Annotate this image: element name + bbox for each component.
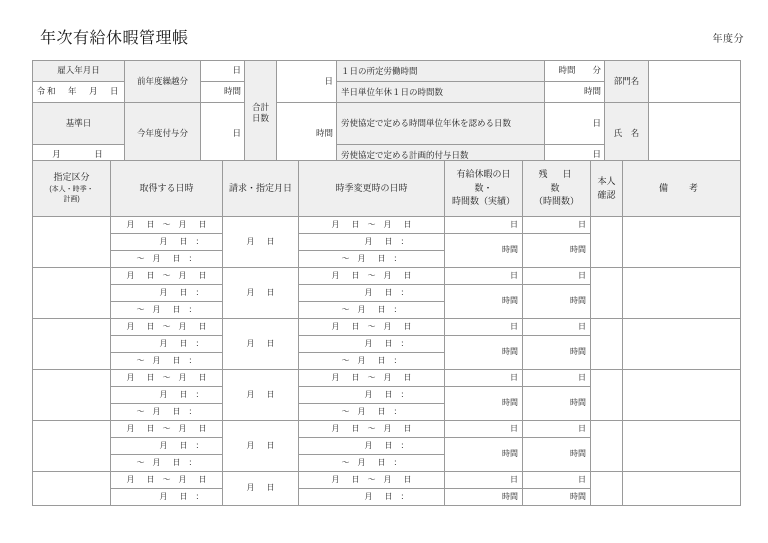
base-date-label: 基準日 xyxy=(33,103,125,145)
cell-acquire-range[interactable]: 月 日 ～ 月 日 xyxy=(111,472,223,489)
info-detail-unit-1[interactable]: 時間 xyxy=(545,82,605,103)
cell-remaining-days[interactable]: 日 xyxy=(523,268,591,285)
info-row-1 xyxy=(33,61,741,82)
cell-acquire-end[interactable]: ～ 月 日 ： xyxy=(111,251,223,268)
cell-used-days[interactable]: 日 xyxy=(445,217,523,234)
cell-remaining-days[interactable]: 日 xyxy=(523,370,591,387)
cell-acquire-start[interactable]: 月 日 ： xyxy=(111,285,223,302)
page-title: 年次有給休暇管理帳 xyxy=(40,30,189,47)
cell-confirm[interactable] xyxy=(591,217,623,268)
leave-record-table xyxy=(32,160,741,506)
cell-category[interactable] xyxy=(33,319,111,370)
cell-change-end[interactable]: ～ 月 日 ： xyxy=(299,404,445,421)
cell-request-date[interactable]: 月 日 xyxy=(223,268,299,319)
cell-acquire-range[interactable]: 月 日 ～ 月 日 xyxy=(111,319,223,336)
cell-acquire-range[interactable]: 月 日 ～ 月 日 xyxy=(111,421,223,438)
cell-request-date[interactable]: 月 日 xyxy=(223,217,299,268)
name-value[interactable] xyxy=(649,103,741,166)
cell-used-days[interactable]: 日 xyxy=(445,421,523,438)
total-days-unit[interactable]: 日 xyxy=(277,61,337,103)
category-header-line2: (本人・時季・ xyxy=(49,185,94,193)
info-detail-label-1: 半日単位年休１日の時間数 xyxy=(337,82,545,103)
cell-change-range[interactable]: 月 日 ～ 月 日 xyxy=(299,217,445,234)
col-header-confirm xyxy=(591,161,623,217)
cell-remaining-days[interactable]: 日 xyxy=(523,472,591,489)
total-label-line1: 合計 xyxy=(251,101,269,112)
confirm-header-line2: 確認 xyxy=(597,189,616,200)
cell-remaining-hours[interactable]: 時間 xyxy=(523,387,591,421)
base-date-value[interactable]: 月 日 xyxy=(33,145,125,166)
total-label xyxy=(245,61,277,166)
cell-used-days[interactable]: 日 xyxy=(445,268,523,285)
granted-days-unit[interactable]: 日 xyxy=(201,103,245,166)
carryover-hours-unit[interactable]: 時間 xyxy=(201,82,245,103)
cell-acquire-start[interactable]: 月 日 ： xyxy=(111,234,223,251)
cell-acquire-end[interactable]: ～ 月 日 ： xyxy=(111,404,223,421)
cell-confirm[interactable] xyxy=(591,421,623,472)
cell-acquire-start[interactable]: 月 日 ： xyxy=(111,387,223,404)
cell-change-end[interactable]: ～ 月 日 ： xyxy=(299,302,445,319)
remaining-header-line1: 残 日 数 xyxy=(538,169,587,193)
cell-acquire-range[interactable]: 月 日 ～ 月 日 xyxy=(111,268,223,285)
col-header-request-date: 請求・指定月日 xyxy=(223,161,299,217)
record-row xyxy=(33,472,741,489)
cell-acquire-start[interactable]: 月 日 ： xyxy=(111,336,223,353)
info-detail-unit-0[interactable]: 時間 分 xyxy=(545,61,605,82)
cell-confirm[interactable] xyxy=(591,370,623,421)
cell-used-hours[interactable]: 時間 xyxy=(445,489,523,506)
info-detail-label-3: 労使協定で定める計画的付与日数 xyxy=(337,145,545,166)
hire-date-value[interactable]: 令和 年 月 日 xyxy=(33,82,125,103)
total-label-line2: 日数 xyxy=(251,113,269,123)
cell-acquire-start[interactable]: 月 日 ： xyxy=(111,438,223,455)
cell-remarks[interactable] xyxy=(623,268,741,319)
cell-remarks[interactable] xyxy=(623,217,741,268)
col-header-category xyxy=(33,161,111,217)
cell-used-hours[interactable]: 時間 xyxy=(445,336,523,370)
cell-change-start[interactable]: 月 日 ： xyxy=(299,438,445,455)
cell-acquire-start[interactable]: 月 日 ： xyxy=(111,489,223,506)
category-header-line1: 指定区分 xyxy=(53,172,90,183)
cell-change-start[interactable]: 月 日 ： xyxy=(299,489,445,506)
cell-acquire-range[interactable]: 月 日 ～ 月 日 xyxy=(111,217,223,234)
info-detail-label-0: １日の所定労働時間 xyxy=(337,61,545,82)
info-detail-label-2: 労使協定で定める時間単位年休を認める日数 xyxy=(337,103,545,145)
cell-change-range[interactable]: 月 日 ～ 月 日 xyxy=(299,421,445,438)
department-label: 部門名 xyxy=(605,61,649,103)
title-row xyxy=(0,28,768,54)
cell-used-hours[interactable]: 時間 xyxy=(445,387,523,421)
cell-change-range[interactable]: 月 日 ～ 月 日 xyxy=(299,319,445,336)
info-detail-unit-2[interactable]: 日 xyxy=(545,103,605,145)
cell-acquire-end[interactable]: ～ 月 日 ： xyxy=(111,353,223,370)
cell-confirm[interactable] xyxy=(591,319,623,370)
cell-change-end[interactable]: ～ 月 日 ： xyxy=(299,455,445,472)
cell-acquire-end[interactable]: ～ 月 日 ： xyxy=(111,302,223,319)
cell-change-end[interactable]: ～ 月 日 ： xyxy=(299,353,445,370)
cell-remaining-days[interactable]: 日 xyxy=(523,421,591,438)
cell-remarks[interactable] xyxy=(623,370,741,421)
cell-acquire-end[interactable]: ～ 月 日 ： xyxy=(111,455,223,472)
cell-confirm[interactable] xyxy=(591,472,623,506)
cell-remaining-hours[interactable]: 時間 xyxy=(523,336,591,370)
col-header-used xyxy=(445,161,523,217)
cell-change-start[interactable]: 月 日 ： xyxy=(299,387,445,404)
cell-category[interactable] xyxy=(33,370,111,421)
col-header-change-datetime: 時季変更時の日時 xyxy=(299,161,445,217)
cell-category[interactable] xyxy=(33,421,111,472)
cell-change-range[interactable]: 月 日 ～ 月 日 xyxy=(299,268,445,285)
department-value[interactable] xyxy=(649,61,741,103)
cell-change-start[interactable]: 月 日 ： xyxy=(299,285,445,302)
cell-confirm[interactable] xyxy=(591,268,623,319)
cell-request-date[interactable]: 月 日 xyxy=(223,472,299,506)
category-header-line3: 計画) xyxy=(63,196,80,204)
record-row xyxy=(33,319,741,336)
cell-remaining-days[interactable]: 日 xyxy=(523,217,591,234)
cell-remaining-days[interactable]: 日 xyxy=(523,319,591,336)
used-header-line1: 有給休暇の日数・ xyxy=(456,169,511,193)
used-header-line2: 時間数（実績） xyxy=(451,196,515,207)
hire-date-label: 雇入年月日 xyxy=(33,61,125,82)
cell-remaining-hours[interactable]: 時間 xyxy=(523,285,591,319)
table-header-row xyxy=(33,161,741,217)
cell-change-start[interactable]: 月 日 ： xyxy=(299,234,445,251)
record-row xyxy=(33,217,741,234)
cell-change-start[interactable]: 月 日 ： xyxy=(299,336,445,353)
cell-used-hours[interactable]: 時間 xyxy=(445,285,523,319)
cell-used-hours[interactable]: 時間 xyxy=(445,438,523,472)
carryover-label: 前年度繰越分 xyxy=(125,61,201,103)
name-label: 氏 名 xyxy=(605,103,649,166)
record-row xyxy=(33,268,741,285)
cell-change-range[interactable]: 月 日 ～ 月 日 xyxy=(299,472,445,489)
cell-used-days[interactable]: 日 xyxy=(445,319,523,336)
cell-used-days[interactable]: 日 xyxy=(445,472,523,489)
cell-change-range[interactable]: 月 日 ～ 月 日 xyxy=(299,370,445,387)
cell-category[interactable] xyxy=(33,217,111,268)
carryover-days-unit[interactable]: 日 xyxy=(201,61,245,82)
cell-request-date[interactable]: 月 日 xyxy=(223,370,299,421)
cell-remarks[interactable] xyxy=(623,421,741,472)
cell-change-end[interactable]: ～ 月 日 ： xyxy=(299,251,445,268)
granted-label: 今年度付与分 xyxy=(125,103,201,166)
cell-used-days[interactable]: 日 xyxy=(445,370,523,387)
record-row xyxy=(33,370,741,387)
cell-category[interactable] xyxy=(33,268,111,319)
cell-remarks[interactable] xyxy=(623,472,741,506)
info-header-table xyxy=(32,60,741,166)
record-blocks-body xyxy=(33,217,741,506)
cell-request-date[interactable]: 月 日 xyxy=(223,319,299,370)
cell-remaining-hours[interactable]: 時間 xyxy=(523,234,591,268)
cell-request-date[interactable]: 月 日 xyxy=(223,421,299,472)
cell-category[interactable] xyxy=(33,472,111,506)
total-hours-unit[interactable]: 時間 xyxy=(277,103,337,166)
col-header-remaining xyxy=(523,161,591,217)
col-header-acquire-datetime: 取得する日時 xyxy=(111,161,223,217)
cell-remaining-hours[interactable]: 時間 xyxy=(523,438,591,472)
cell-used-hours[interactable]: 時間 xyxy=(445,234,523,268)
cell-remarks[interactable] xyxy=(623,319,741,370)
confirm-header-line1: 本人 xyxy=(597,176,616,186)
cell-remaining-hours[interactable]: 時間 xyxy=(523,489,591,506)
cell-acquire-range[interactable]: 月 日 ～ 月 日 xyxy=(111,370,223,387)
record-row xyxy=(33,421,741,438)
fiscal-year-label: 年度分 xyxy=(712,34,744,45)
info-detail-unit-3[interactable]: 日 xyxy=(545,145,605,166)
info-row-3 xyxy=(33,103,741,145)
col-header-remarks: 備 考 xyxy=(623,161,741,217)
remaining-header-line2: （時間数） xyxy=(533,196,579,207)
